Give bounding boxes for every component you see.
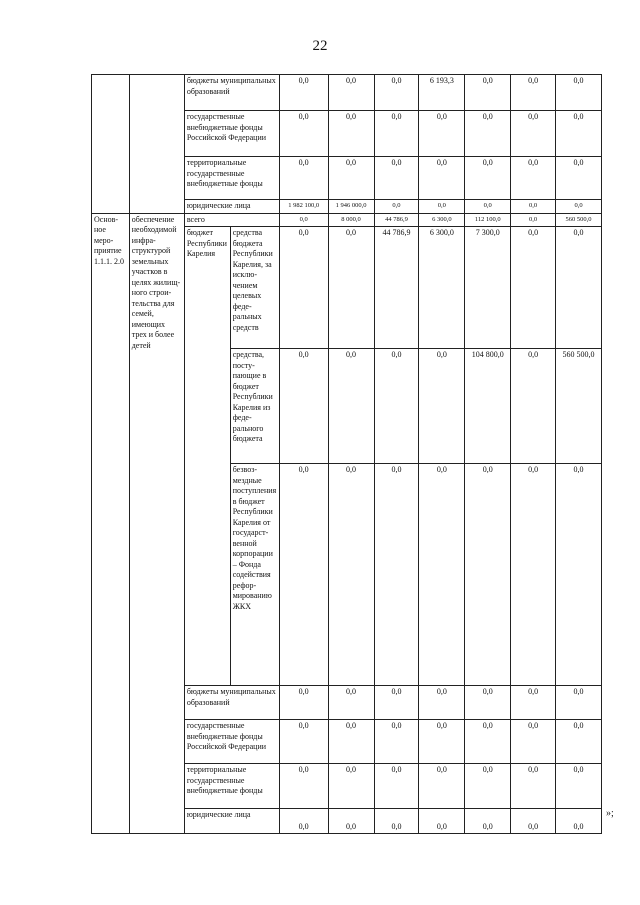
- total-label-cell: всего: [184, 213, 279, 227]
- value-cell: 0,0: [419, 200, 465, 214]
- value-cell: 1 982 100,0: [279, 200, 328, 214]
- regional-budget-label-cell: бюджет Республики Карелия: [184, 227, 230, 686]
- funding-source-cell: территориальные государственные внебюджетные фонды: [184, 764, 279, 809]
- value-cell: 0,0: [328, 686, 374, 720]
- value-cell: 0,0: [419, 464, 465, 686]
- funding-source-cell: бюджеты муниципальных образований: [184, 686, 279, 720]
- value-cell: 0,0: [511, 686, 556, 720]
- page-number: 22: [312, 38, 328, 54]
- value-cell: 0,0: [465, 75, 511, 111]
- value-cell: 0,0: [465, 111, 511, 157]
- value-cell: 0,0: [511, 764, 556, 809]
- funding-source-cell: юридические лица: [184, 809, 279, 834]
- value-cell: 0,0: [328, 75, 374, 111]
- value-cell: 0,0: [511, 213, 556, 227]
- value-cell: 0,0: [556, 720, 602, 764]
- value-cell: 0,0: [328, 764, 374, 809]
- value-cell: 104 800,0: [465, 349, 511, 464]
- value-cell: 0,0: [465, 764, 511, 809]
- value-cell: 0,0: [374, 111, 419, 157]
- value-cell: 0,0: [511, 200, 556, 214]
- funding-source-cell: территориальные государственные внебюджетные фонды: [184, 157, 279, 200]
- value-cell: 0,0: [419, 764, 465, 809]
- funding-source-cell: средства бюджета Республики Карелия, за исключением целевых федеральных средств: [230, 227, 279, 349]
- funding-source-cell: средства, поступающие в бюджет Республики Карелия из федерального бюджета: [230, 349, 279, 464]
- funding-source-cell: государственные внебюджетные фонды Российской Федерации: [184, 111, 279, 157]
- value-cell: 6 193,3: [419, 75, 465, 111]
- value-cell: 0,0: [556, 75, 602, 111]
- value-cell: 0,0: [465, 200, 511, 214]
- value-cell: 0,0: [465, 464, 511, 686]
- value-cell: 0,0: [419, 809, 465, 834]
- value-cell: 0,0: [419, 111, 465, 157]
- value-cell: 0,0: [328, 349, 374, 464]
- value-cell: 0,0: [374, 720, 419, 764]
- value-cell: 0,0: [556, 686, 602, 720]
- value-cell: 0,0: [374, 349, 419, 464]
- value-cell: 0,0: [556, 200, 602, 214]
- value-cell: 0,0: [279, 349, 328, 464]
- value-cell: 0,0: [279, 75, 328, 111]
- value-cell: 0,0: [374, 75, 419, 111]
- value-cell: 0,0: [465, 686, 511, 720]
- value-cell: 0,0: [279, 809, 328, 834]
- value-cell: 44 786,9: [374, 213, 419, 227]
- value-cell: 0,0: [465, 809, 511, 834]
- funding-source-cell: государственные внебюджетные фонды Российской Федерации: [184, 720, 279, 764]
- value-cell: 0,0: [374, 200, 419, 214]
- value-cell: 44 786,9: [374, 227, 419, 349]
- value-cell: 6 300,0: [419, 227, 465, 349]
- value-cell: 0,0: [511, 111, 556, 157]
- value-cell: 112 100,0: [465, 213, 511, 227]
- table-row: [92, 75, 602, 111]
- continued-code-cell: [92, 75, 130, 214]
- value-cell: 0,0: [556, 111, 602, 157]
- value-cell: 0,0: [511, 227, 556, 349]
- closing-quote-mark: »;: [606, 808, 614, 819]
- value-cell: 0,0: [328, 227, 374, 349]
- value-cell: 560 500,0: [556, 213, 602, 227]
- funding-source-cell: юридические лица: [184, 200, 279, 214]
- value-cell: 0,0: [556, 464, 602, 686]
- value-cell: 0,0: [279, 764, 328, 809]
- value-cell: 0,0: [465, 720, 511, 764]
- value-cell: 7 300,0: [465, 227, 511, 349]
- value-cell: 0,0: [279, 227, 328, 349]
- value-cell: 0,0: [328, 157, 374, 200]
- value-cell: 0,0: [465, 157, 511, 200]
- value-cell: 0,0: [511, 349, 556, 464]
- value-cell: 0,0: [511, 809, 556, 834]
- continued-name-cell: [129, 75, 184, 214]
- value-cell: 0,0: [419, 686, 465, 720]
- value-cell: 0,0: [511, 157, 556, 200]
- value-cell: 0,0: [374, 686, 419, 720]
- value-cell: 0,0: [328, 809, 374, 834]
- value-cell: 0,0: [328, 111, 374, 157]
- event-code-cell: Основное мероприятие 1.1.1. 2.0: [92, 213, 130, 834]
- value-cell: 0,0: [511, 75, 556, 111]
- value-cell: 0,0: [374, 764, 419, 809]
- value-cell: 0,0: [511, 464, 556, 686]
- value-cell: 0,0: [279, 213, 328, 227]
- event-name-cell: обеспечение необходимой инфраструктурой земельных участков в целях жилищного строительства для семей, имеющих трех и более детей: [129, 213, 184, 834]
- value-cell: 8 000,0: [328, 213, 374, 227]
- value-cell: 0,0: [279, 111, 328, 157]
- value-cell: 0,0: [374, 464, 419, 686]
- funding-source-cell: бюджеты муниципальных образований: [184, 75, 279, 111]
- funding-source-cell: безвозмездные поступления в бюджет Республики Карелия от государственной корпорации – Фонда содействия реформированию ЖКХ: [230, 464, 279, 686]
- value-cell: 0,0: [328, 464, 374, 686]
- value-cell: 0,0: [328, 720, 374, 764]
- value-cell: 0,0: [511, 720, 556, 764]
- value-cell: 560 500,0: [556, 349, 602, 464]
- value-cell: 0,0: [279, 720, 328, 764]
- value-cell: 0,0: [374, 809, 419, 834]
- table-row: [92, 213, 602, 227]
- value-cell: 0,0: [419, 157, 465, 200]
- value-cell: 6 300,0: [419, 213, 465, 227]
- value-cell: 0,0: [279, 157, 328, 200]
- value-cell: 0,0: [556, 227, 602, 349]
- value-cell: 0,0: [556, 157, 602, 200]
- value-cell: 0,0: [279, 686, 328, 720]
- value-cell: 0,0: [556, 764, 602, 809]
- value-cell: 0,0: [556, 809, 602, 834]
- value-cell: 0,0: [419, 349, 465, 464]
- budget-table: [91, 74, 602, 834]
- value-cell: 0,0: [374, 157, 419, 200]
- value-cell: 0,0: [279, 464, 328, 686]
- value-cell: 1 946 000,0: [328, 200, 374, 214]
- value-cell: 0,0: [419, 720, 465, 764]
